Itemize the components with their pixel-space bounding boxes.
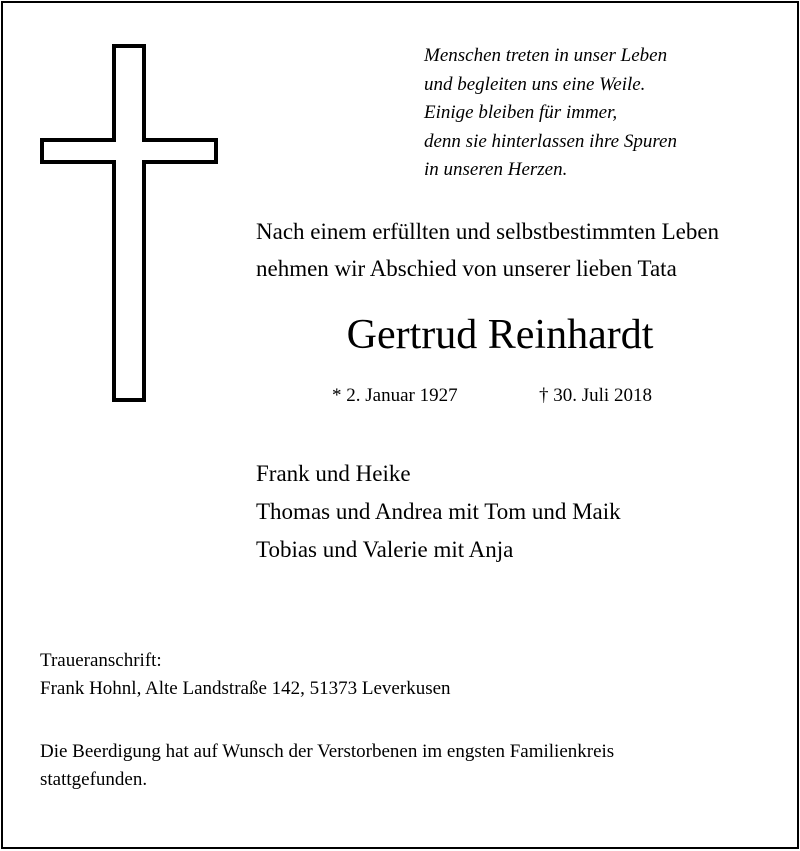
intro-line: Nach einem erfüllten und selbstbestimmten Leben	[256, 219, 720, 244]
burial-line: Die Beerdigung hat auf Wunsch der Verstorbenen im engsten Familienkreis	[40, 741, 615, 762]
intro-text	[256, 213, 776, 287]
cross-icon	[40, 44, 218, 402]
poem-line: denn sie hinterlassen ihre Spuren	[424, 130, 677, 152]
address-label: Traueranschrift:	[40, 650, 162, 671]
deceased-name: Gertrud Reinhardt	[346, 312, 654, 358]
poem-line: und begleiten uns eine Weile.	[424, 73, 646, 95]
mourner-line: Thomas und Andrea mit Tom und Maik	[256, 499, 621, 524]
poem	[424, 42, 764, 185]
address-value: Frank Hohnl, Alte Landstraße 142, 51373 Leverkusen	[40, 678, 451, 699]
intro-line: nehmen wir Abschied von unserer lieben Tata	[256, 256, 677, 281]
death-date: † 30. Juli 2018	[539, 385, 652, 406]
burial-line: stattgefunden.	[40, 769, 148, 790]
mourner-line: Frank und Heike	[256, 461, 411, 486]
mourners-list	[256, 455, 776, 569]
poem-line: Einige bleiben für immer,	[424, 102, 618, 123]
birth-date: * 2. Januar 1927	[332, 385, 458, 406]
poem-line: in unseren Herzen.	[424, 159, 568, 180]
mourner-line: Tobias und Valerie mit Anja	[256, 537, 514, 562]
burial-note	[40, 738, 760, 794]
poem-line: Menschen treten in unser Leben	[424, 45, 668, 66]
mourning-address	[40, 647, 760, 703]
